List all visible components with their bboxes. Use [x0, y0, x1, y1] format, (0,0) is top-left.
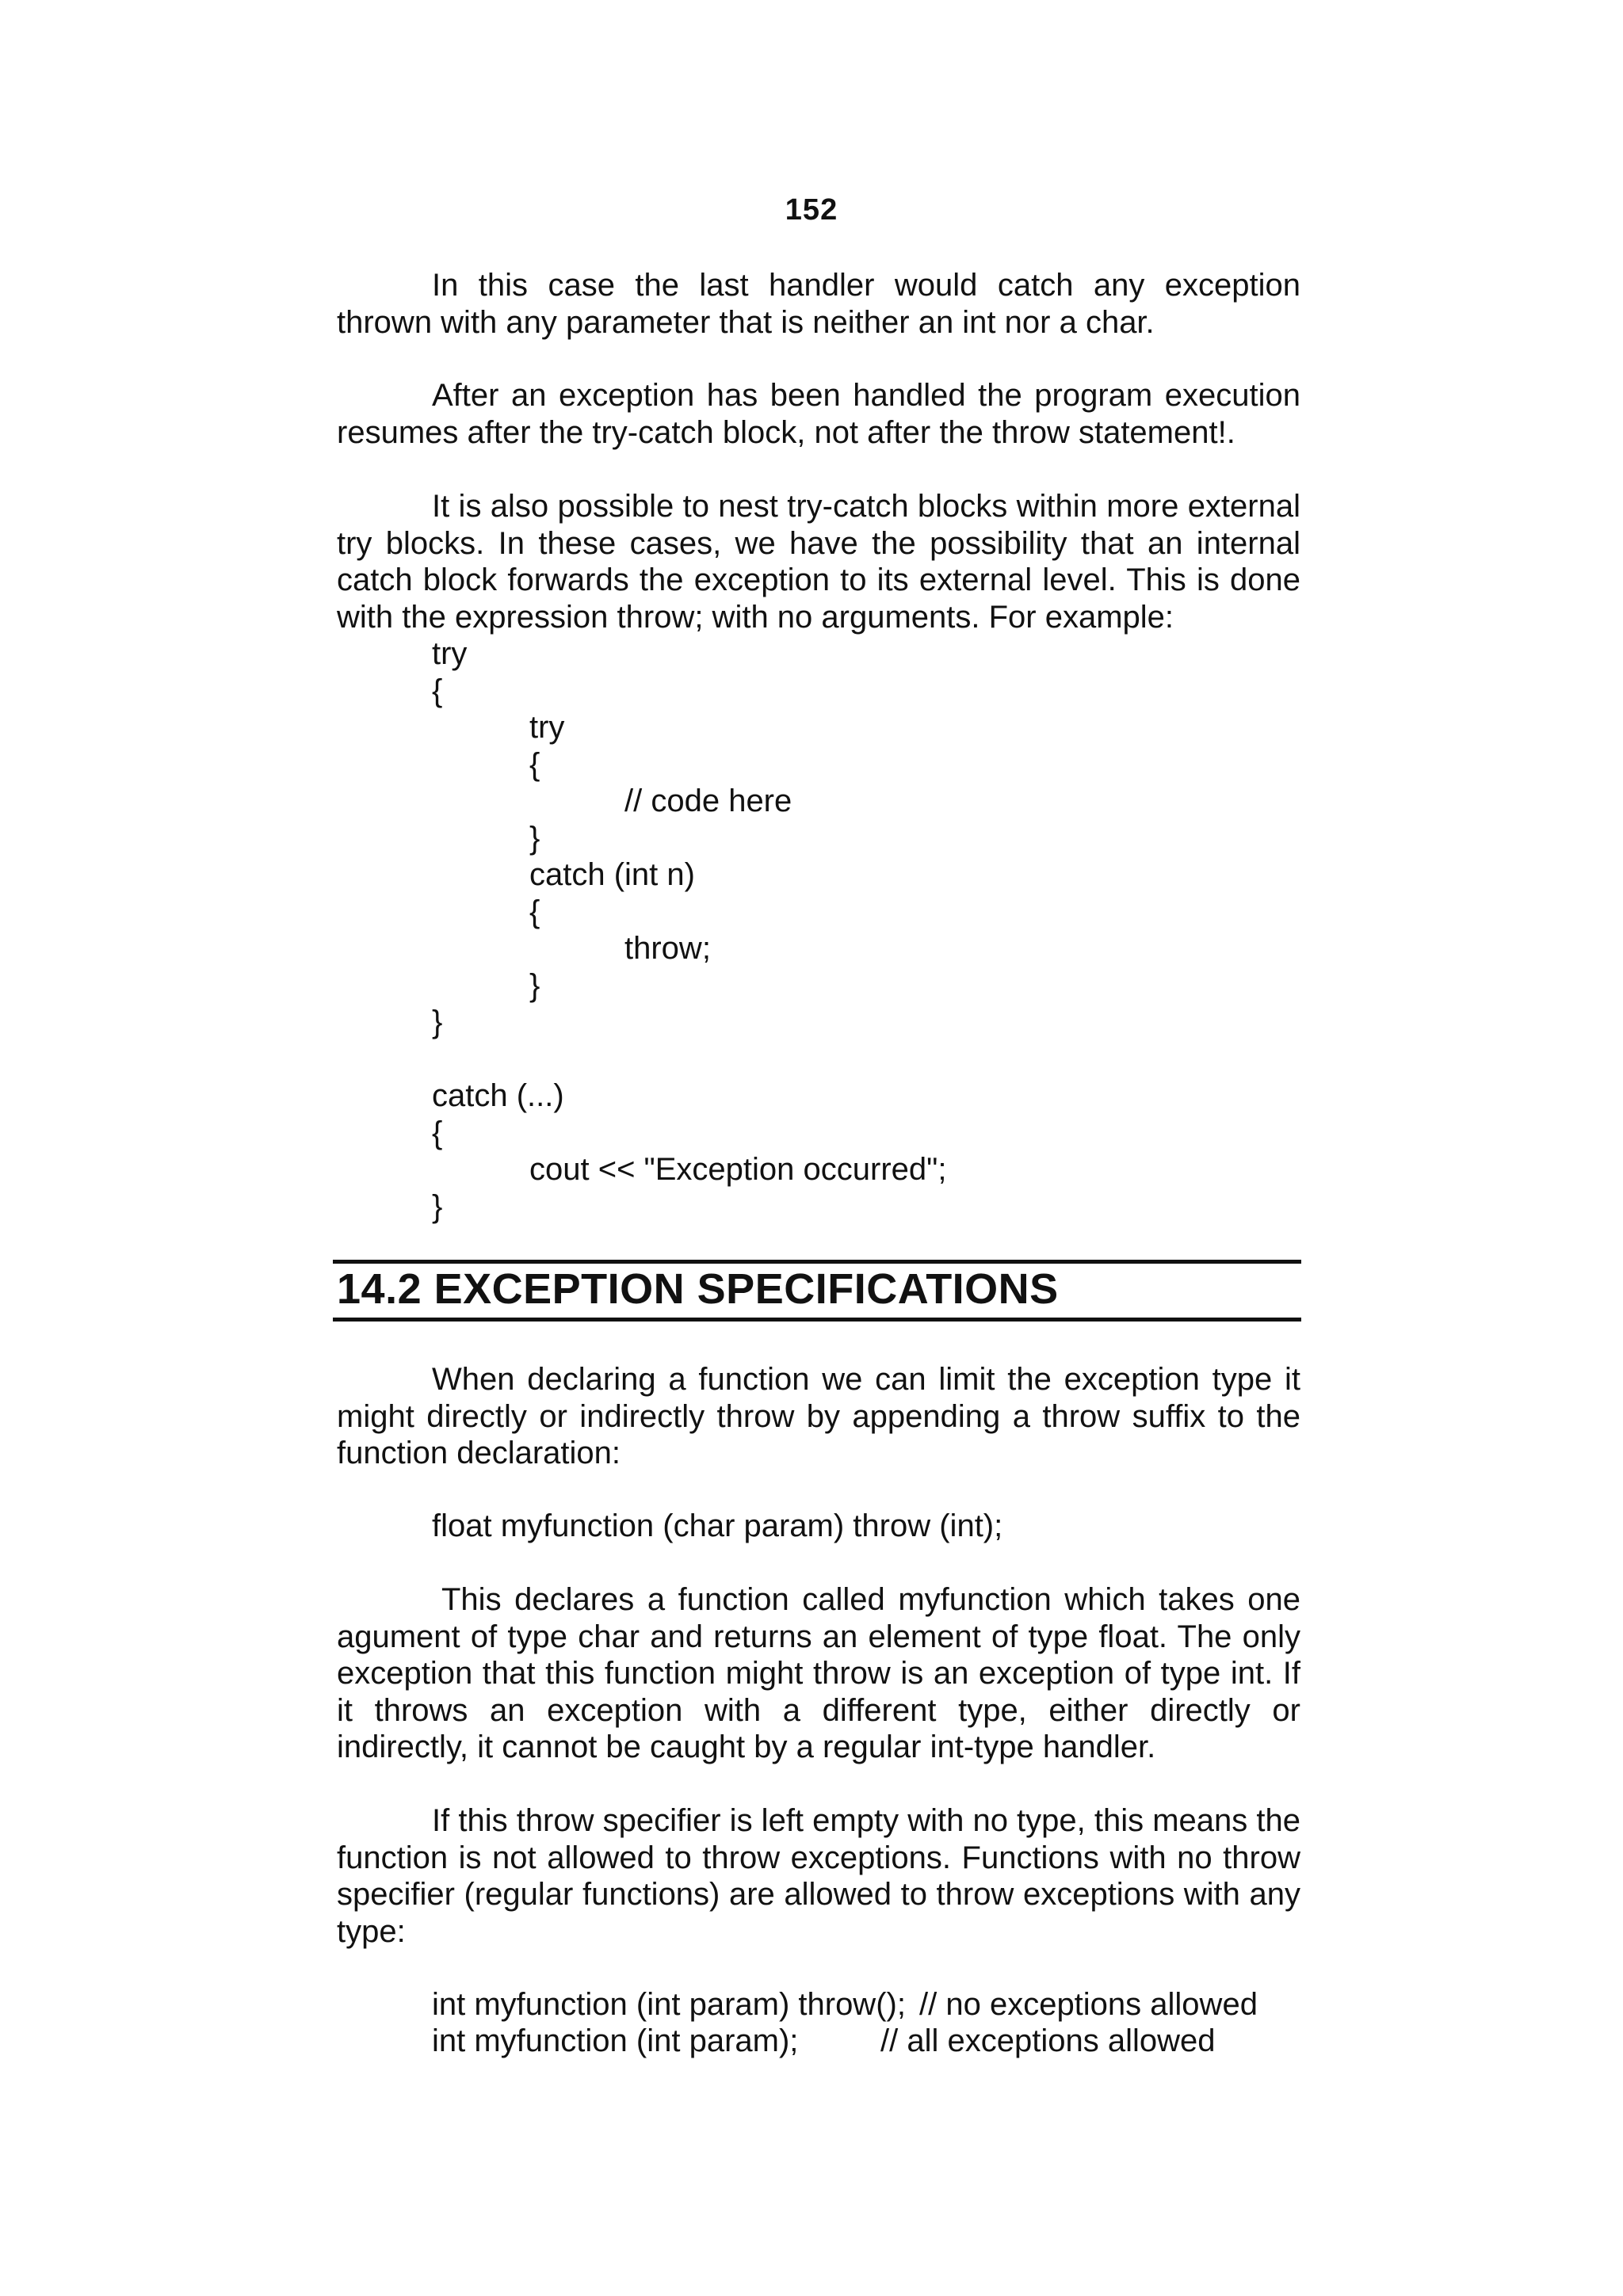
- code-line: {: [529, 747, 540, 782]
- paragraph-explanation: [337, 1581, 1300, 1766]
- paragraph-text: After an exception has been handled the program execution resumes after the try-catch block, not after the throw statement!.: [337, 378, 1300, 450]
- final-example-comment: // no exceptions allowed: [919, 1987, 1258, 2022]
- code-line: throw;: [624, 931, 711, 966]
- paragraph-after-handled: [337, 377, 1300, 451]
- code-line: {: [529, 894, 540, 929]
- paragraph-text: When declaring a function we can limit the exception type it might directly or indirectly throw by appending a throw suffix to the function declaration:: [337, 1362, 1300, 1470]
- code-line: }: [529, 968, 540, 1003]
- paragraph-exception-spec-intro: [337, 1361, 1300, 1472]
- final-example-comment: // all exceptions allowed: [880, 2023, 1216, 2058]
- code-line: {: [432, 1116, 443, 1150]
- paragraph-text: In this case the last handler would catch any exception thrown with any parameter that is neither an int nor a char.: [337, 268, 1300, 340]
- paragraph-empty-specifier: [337, 1802, 1300, 1950]
- paragraph-text: If this throw specifier is left empty with no type, this means the function is not allowed to throw exceptions. Functions with no throw specifier (regular functions) are allowed to throw exceptions with any type:: [337, 1803, 1301, 1949]
- code-line: }: [432, 1005, 443, 1039]
- code-line: catch (...): [432, 1078, 564, 1113]
- code-line: cout << "Exception occurred";: [529, 1152, 947, 1187]
- code-line: }: [432, 1189, 443, 1224]
- code-line: try: [432, 636, 468, 671]
- code-line: }: [529, 821, 540, 856]
- code-line: catch (int n): [529, 857, 695, 892]
- paragraph-text: It is also possible to nest try-catch blocks within more external try blocks. In these cases, we have the possibility that an internal catch block forwards the exception to its external level. This is done with the expression throw; with no arguments. For example:: [337, 489, 1300, 635]
- paragraph-nested-try: [337, 488, 1300, 635]
- paragraph-text: This declares a function called myfunction which takes one agument of type char and returns an element of type float. The only exception that this function might throw is an exception of type int. If it throws an exception with a different type, either directly or indirectly, it cannot be caught by a regular int-type handler.: [337, 1582, 1300, 1764]
- code-line: {: [432, 673, 443, 708]
- declaration-example: float myfunction (char param) throw (int);: [432, 1508, 1003, 1543]
- final-example-code: int myfunction (int param) throw();: [432, 1987, 906, 2022]
- page-number: 152: [785, 193, 838, 227]
- heading-bottom-rule: [333, 1318, 1301, 1322]
- section-heading: 14.2 EXCEPTION SPECIFICATIONS: [337, 1265, 1059, 1313]
- final-example-code: int myfunction (int param);: [432, 2023, 799, 2058]
- code-line: // code here: [624, 784, 792, 818]
- code-line: try: [529, 710, 565, 745]
- paragraph-last-handler: [337, 267, 1300, 341]
